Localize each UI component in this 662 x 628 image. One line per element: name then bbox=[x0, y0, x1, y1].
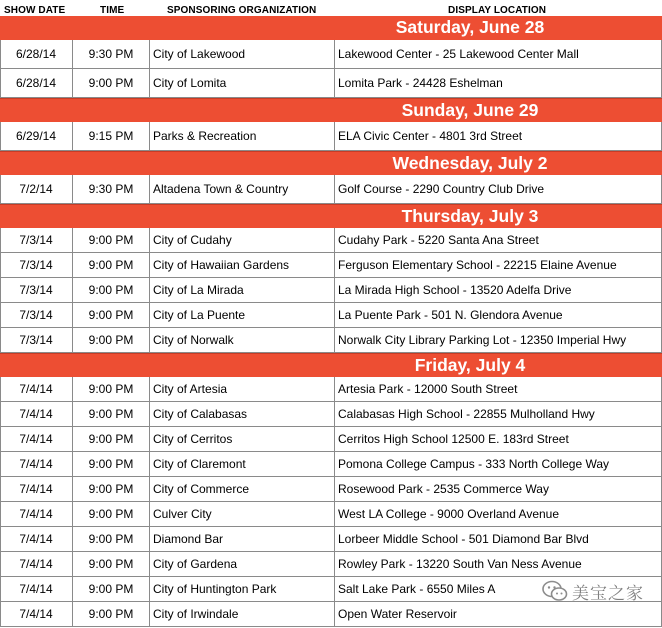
cell-location: Cudahy Park - 5220 Santa Ana Street bbox=[338, 233, 539, 247]
cell-location: La Puente Park - 501 N. Glendora Avenue bbox=[338, 308, 563, 322]
cell-show-date: 7/3/14 bbox=[19, 308, 53, 322]
cell-time: 9:00 PM bbox=[88, 283, 134, 297]
day-title: Wednesday, July 2 bbox=[392, 153, 548, 173]
grid-line bbox=[0, 328, 1, 352]
cell-time: 9:00 PM bbox=[88, 76, 134, 90]
grid-line bbox=[149, 377, 150, 401]
cell-show-date: 6/28/14 bbox=[15, 47, 57, 61]
cell-organization: City of Cudahy bbox=[153, 233, 232, 247]
day-header bbox=[0, 204, 662, 228]
grid-line bbox=[0, 477, 1, 501]
table-row bbox=[0, 69, 662, 98]
grid-line bbox=[149, 175, 150, 203]
grid-line bbox=[149, 122, 150, 150]
grid-line bbox=[334, 328, 335, 352]
table-row bbox=[0, 278, 662, 303]
grid-line bbox=[0, 502, 1, 526]
grid-line bbox=[334, 477, 335, 501]
grid-line bbox=[72, 402, 73, 426]
cell-location: Lomita Park - 24428 Eshelman bbox=[338, 76, 503, 90]
cell-time: 9:00 PM bbox=[88, 432, 134, 446]
grid-line bbox=[72, 40, 73, 68]
cell-organization: Culver City bbox=[153, 507, 212, 521]
table-row bbox=[0, 502, 662, 527]
cell-time: 9:00 PM bbox=[88, 308, 134, 322]
grid-line bbox=[0, 278, 1, 302]
cell-location: Artesia Park - 12000 South Street bbox=[338, 382, 518, 396]
table-row bbox=[0, 377, 662, 402]
cell-organization: City of Lakewood bbox=[153, 47, 246, 61]
cell-time: 9:00 PM bbox=[88, 233, 134, 247]
day-header bbox=[0, 98, 662, 122]
grid-line bbox=[149, 552, 150, 576]
cell-location: La Mirada High School - 13520 Adelfa Drive bbox=[338, 283, 572, 297]
grid-line bbox=[0, 122, 1, 150]
day-header bbox=[0, 151, 662, 175]
grid-line bbox=[334, 602, 335, 626]
cell-location: Norwalk City Library Parking Lot - 12350 Imperial Hwy bbox=[338, 333, 627, 347]
grid-line bbox=[334, 175, 335, 203]
cell-organization: City of Claremont bbox=[153, 457, 246, 471]
grid-line bbox=[72, 452, 73, 476]
watermark bbox=[542, 576, 644, 606]
grid-line bbox=[0, 427, 1, 451]
cell-show-date: 7/4/14 bbox=[19, 407, 53, 421]
grid-line bbox=[334, 278, 335, 302]
grid-line bbox=[334, 577, 335, 601]
cell-show-date: 7/4/14 bbox=[19, 532, 53, 546]
cell-show-date: 7/3/14 bbox=[19, 258, 53, 272]
grid-line bbox=[72, 552, 73, 576]
cell-time: 9:30 PM bbox=[88, 47, 134, 61]
table-row bbox=[0, 427, 662, 452]
cell-organization: City of La Mirada bbox=[153, 283, 244, 297]
grid-line bbox=[149, 602, 150, 626]
table-row bbox=[0, 527, 662, 552]
cell-time: 9:00 PM bbox=[88, 382, 134, 396]
cell-organization: City of Irwindale bbox=[153, 607, 239, 621]
cell-time: 9:00 PM bbox=[88, 457, 134, 471]
grid-line bbox=[149, 69, 150, 97]
cell-location: West LA College - 9000 Overland Avenue bbox=[338, 507, 560, 521]
grid-line bbox=[72, 278, 73, 302]
grid-line bbox=[334, 69, 335, 97]
cell-show-date: 7/4/14 bbox=[19, 607, 53, 621]
column-header-organization: SPONSORING ORGANIZATION bbox=[167, 5, 317, 16]
cell-show-date: 7/3/14 bbox=[19, 233, 53, 247]
grid-line bbox=[72, 477, 73, 501]
grid-line bbox=[72, 303, 73, 327]
grid-line bbox=[149, 253, 150, 277]
table-row bbox=[0, 452, 662, 477]
grid-line bbox=[149, 577, 150, 601]
grid-line bbox=[334, 377, 335, 401]
grid-line bbox=[0, 527, 1, 551]
cell-time: 9:30 PM bbox=[88, 182, 134, 196]
cell-show-date: 7/3/14 bbox=[19, 283, 53, 297]
wechat-logo-icon bbox=[542, 580, 568, 602]
table-row bbox=[0, 402, 662, 427]
cell-organization: Diamond Bar bbox=[153, 532, 224, 546]
grid-line bbox=[0, 175, 1, 203]
cell-location: Salt Lake Park - 6550 Miles A bbox=[338, 582, 496, 596]
grid-line bbox=[334, 40, 335, 68]
cell-time: 9:15 PM bbox=[88, 129, 134, 143]
cell-time: 9:00 PM bbox=[88, 507, 134, 521]
grid-line bbox=[149, 427, 150, 451]
grid-line bbox=[72, 602, 73, 626]
grid-line bbox=[334, 452, 335, 476]
grid-line bbox=[149, 40, 150, 68]
grid-line bbox=[334, 552, 335, 576]
cell-show-date: 7/4/14 bbox=[19, 507, 53, 521]
grid-line bbox=[334, 122, 335, 150]
cell-location: Rowley Park - 13220 South Van Ness Avenue bbox=[338, 557, 582, 571]
cell-time: 9:00 PM bbox=[88, 258, 134, 272]
cell-location: Pomona College Campus - 333 North College Way bbox=[338, 457, 610, 471]
grid-line bbox=[0, 452, 1, 476]
grid-line bbox=[149, 527, 150, 551]
cell-location: Lakewood Center - 25 Lakewood Center Mall bbox=[338, 47, 579, 61]
grid-line bbox=[149, 303, 150, 327]
cell-organization: City of Commerce bbox=[153, 482, 250, 496]
watermark-text: 美宝之家 bbox=[572, 583, 644, 604]
grid-line bbox=[0, 377, 1, 401]
grid-line bbox=[149, 502, 150, 526]
grid-line bbox=[149, 477, 150, 501]
grid-line bbox=[0, 40, 1, 68]
grid-line bbox=[0, 552, 1, 576]
day-title: Sunday, June 29 bbox=[401, 100, 539, 120]
grid-line bbox=[149, 228, 150, 252]
grid-line bbox=[0, 402, 1, 426]
cell-location: ELA Civic Center - 4801 3rd Street bbox=[338, 129, 523, 143]
cell-organization: City of Lomita bbox=[153, 76, 227, 90]
table-row bbox=[0, 40, 662, 69]
cell-organization: City of Artesia bbox=[153, 382, 228, 396]
day-header bbox=[0, 353, 662, 377]
cell-time: 9:00 PM bbox=[88, 607, 134, 621]
grid-line bbox=[334, 228, 335, 252]
cell-location: Ferguson Elementary School - 22215 Elaine Avenue bbox=[338, 258, 617, 272]
grid-line bbox=[0, 602, 1, 626]
cell-location: Open Water Reservoir bbox=[338, 607, 457, 621]
grid-line bbox=[72, 122, 73, 150]
grid-line bbox=[149, 452, 150, 476]
cell-show-date: 7/3/14 bbox=[19, 333, 53, 347]
grid-line bbox=[334, 253, 335, 277]
cell-organization: City of La Puente bbox=[153, 308, 246, 322]
grid-line bbox=[72, 228, 73, 252]
cell-show-date: 7/4/14 bbox=[19, 482, 53, 496]
grid-line bbox=[72, 328, 73, 352]
grid-line bbox=[334, 402, 335, 426]
cell-show-date: 6/28/14 bbox=[15, 76, 57, 90]
cell-time: 9:00 PM bbox=[88, 407, 134, 421]
cell-time: 9:00 PM bbox=[88, 582, 134, 596]
grid-line bbox=[0, 228, 1, 252]
table-row bbox=[0, 122, 662, 151]
grid-line bbox=[0, 303, 1, 327]
day-header bbox=[0, 16, 662, 40]
cell-organization: Altadena Town & Country bbox=[153, 182, 289, 196]
day-title: Saturday, June 28 bbox=[395, 17, 545, 37]
cell-show-date: 6/29/14 bbox=[15, 129, 57, 143]
cell-organization: City of Huntington Park bbox=[153, 582, 277, 596]
cell-show-date: 7/4/14 bbox=[19, 457, 53, 471]
table-row bbox=[0, 253, 662, 278]
cell-organization: City of Norwalk bbox=[153, 333, 234, 347]
cell-location: Rosewood Park - 2535 Commerce Way bbox=[338, 482, 549, 496]
cell-show-date: 7/4/14 bbox=[19, 557, 53, 571]
table-row bbox=[0, 303, 662, 328]
grid-line bbox=[334, 502, 335, 526]
cell-time: 9:00 PM bbox=[88, 557, 134, 571]
table-row bbox=[0, 552, 662, 577]
grid-line bbox=[149, 328, 150, 352]
grid-line bbox=[0, 253, 1, 277]
grid-line bbox=[72, 502, 73, 526]
grid-line bbox=[72, 377, 73, 401]
cell-time: 9:00 PM bbox=[88, 532, 134, 546]
cell-location: Calabasas High School - 22855 Mulholland Hwy bbox=[338, 407, 595, 421]
cell-organization: City of Hawaiian Gardens bbox=[153, 258, 290, 272]
column-header-show-date: SHOW DATE bbox=[4, 5, 66, 16]
table-row bbox=[0, 328, 662, 353]
grid-line bbox=[0, 577, 1, 601]
grid-line bbox=[72, 427, 73, 451]
table-row bbox=[0, 175, 662, 204]
cell-organization: City of Calabasas bbox=[153, 407, 248, 421]
cell-location: Cerritos High School 12500 E. 183rd Street bbox=[338, 432, 569, 446]
cell-organization: Parks & Recreation bbox=[153, 129, 257, 143]
grid-line bbox=[334, 527, 335, 551]
grid-line bbox=[72, 577, 73, 601]
grid-line bbox=[72, 175, 73, 203]
cell-show-date: 7/4/14 bbox=[19, 382, 53, 396]
cell-location: Lorbeer Middle School - 501 Diamond Bar Blvd bbox=[338, 532, 589, 546]
grid-line bbox=[334, 303, 335, 327]
grid-line bbox=[72, 69, 73, 97]
column-header-location: DISPLAY LOCATION bbox=[448, 5, 547, 16]
cell-organization: City of Cerritos bbox=[153, 432, 233, 446]
cell-show-date: 7/2/14 bbox=[19, 182, 53, 196]
table-row bbox=[0, 228, 662, 253]
cell-time: 9:00 PM bbox=[88, 333, 134, 347]
grid-line bbox=[72, 253, 73, 277]
cell-location: Golf Course - 2290 Country Club Drive bbox=[338, 182, 545, 196]
grid-line bbox=[0, 69, 1, 97]
column-header-time: TIME bbox=[100, 5, 125, 16]
cell-show-date: 7/4/14 bbox=[19, 582, 53, 596]
day-title: Thursday, July 3 bbox=[401, 206, 539, 226]
fireworks-schedule-table bbox=[0, 16, 662, 627]
grid-line bbox=[149, 402, 150, 426]
cell-show-date: 7/4/14 bbox=[19, 432, 53, 446]
grid-line bbox=[334, 427, 335, 451]
cell-time: 9:00 PM bbox=[88, 482, 134, 496]
grid-line bbox=[149, 278, 150, 302]
cell-organization: City of Gardena bbox=[153, 557, 238, 571]
day-title: Friday, July 4 bbox=[414, 355, 526, 375]
grid-line bbox=[72, 527, 73, 551]
table-row bbox=[0, 477, 662, 502]
